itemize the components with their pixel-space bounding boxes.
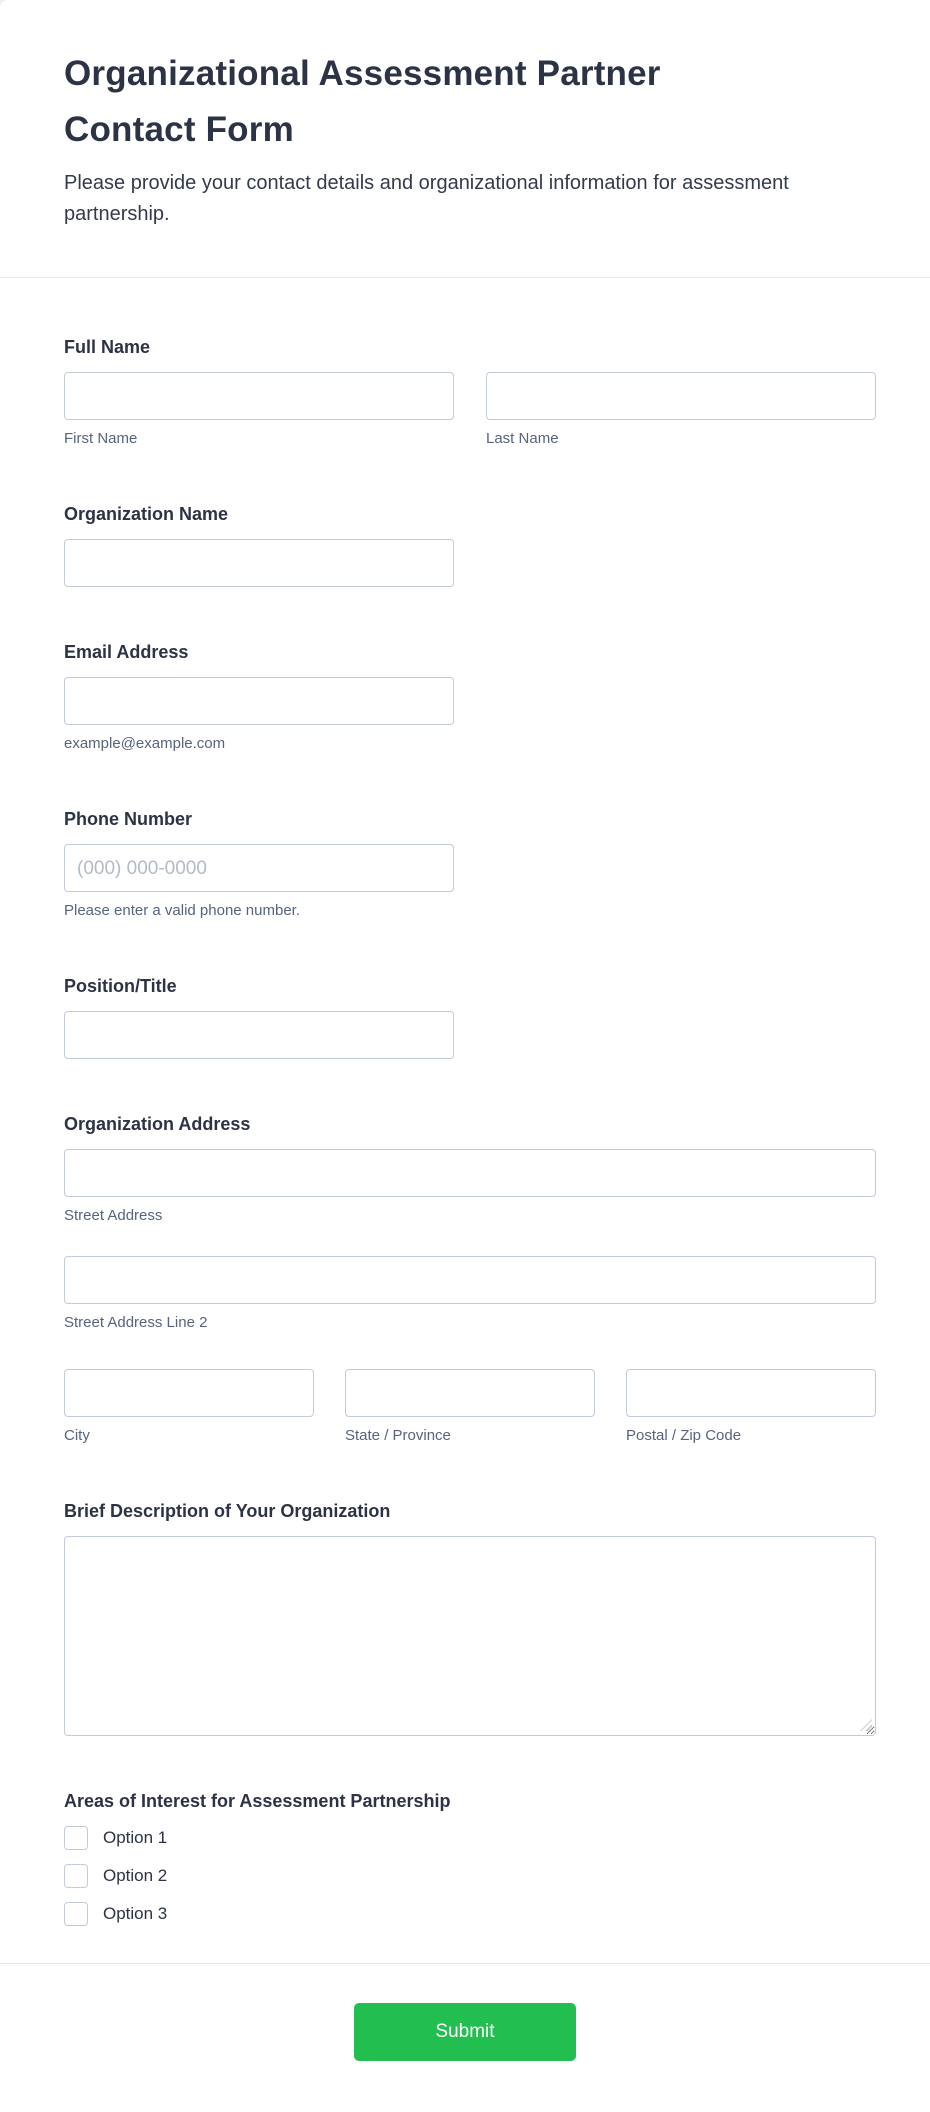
first-name-col [64,372,454,449]
street-address-sublabel: Street Address [64,1207,163,1224]
question-email [64,639,876,754]
page-title: Organizational Assessment Partner Contact Form [64,54,661,149]
interest-option-row-1 [64,1826,876,1850]
organization-name-input[interactable] [64,539,454,587]
description-label: Brief Description of Your Organization [64,1501,391,1521]
interest-option-row-3 [64,1902,876,1926]
city-col [64,1369,314,1446]
question-description [64,1498,876,1736]
postal-input[interactable] [626,1369,876,1417]
city-input[interactable] [64,1369,314,1417]
email-helper: example@example.com [64,735,226,752]
submit-button[interactable]: Submit [354,2003,576,2061]
position-input[interactable] [64,1011,454,1059]
postal-sublabel: Postal / Zip Code [626,1427,742,1444]
full-name-row [64,372,876,449]
option-1-label[interactable]: Option 1 [103,1828,168,1847]
form-footer [0,1964,930,2112]
page-subtitle: Please provide your contact details and organizational information for assessment partnership. [64,172,789,225]
question-full-name [64,334,876,449]
question-phone [64,806,876,921]
organization-name-label: Organization Name [64,504,229,524]
option-2-checkbox[interactable] [64,1864,88,1888]
city-state-postal-row [64,1369,876,1446]
postal-col [626,1369,876,1446]
email-input[interactable] [64,677,454,725]
option-3-label[interactable]: Option 3 [103,1904,168,1923]
interests-label: Areas of Interest for Assessment Partnership [64,1791,451,1811]
question-position [64,973,876,1059]
form-body [0,278,930,1964]
last-name-input[interactable] [486,372,876,420]
full-name-label: Full Name [64,337,151,357]
phone-input[interactable] [64,844,454,892]
first-name-input[interactable] [64,372,454,420]
address-label: Organization Address [64,1114,251,1134]
city-sublabel: City [64,1427,90,1444]
option-2-label[interactable]: Option 2 [103,1866,168,1885]
form-header [0,0,930,278]
first-name-sublabel: First Name [64,430,138,447]
last-name-sublabel: Last Name [486,430,559,447]
street-address2-input[interactable] [64,1256,876,1304]
phone-helper: Please enter a valid phone number. [64,902,300,919]
description-textarea-wrap [64,1536,876,1736]
option-3-checkbox[interactable] [64,1902,88,1926]
street-address2-sublabel: Street Address Line 2 [64,1314,208,1331]
position-label: Position/Title [64,976,177,996]
phone-label: Phone Number [64,809,193,829]
question-organization-name [64,501,876,587]
state-col [345,1369,595,1446]
street-address-input[interactable] [64,1149,876,1197]
question-interests [64,1788,876,1926]
state-input[interactable] [345,1369,595,1417]
last-name-col [486,372,876,449]
option-1-checkbox[interactable] [64,1826,88,1850]
description-textarea[interactable] [64,1536,876,1736]
interest-option-row-2 [64,1864,876,1888]
email-label: Email Address [64,642,189,662]
question-address [64,1111,876,1446]
state-sublabel: State / Province [345,1427,451,1444]
